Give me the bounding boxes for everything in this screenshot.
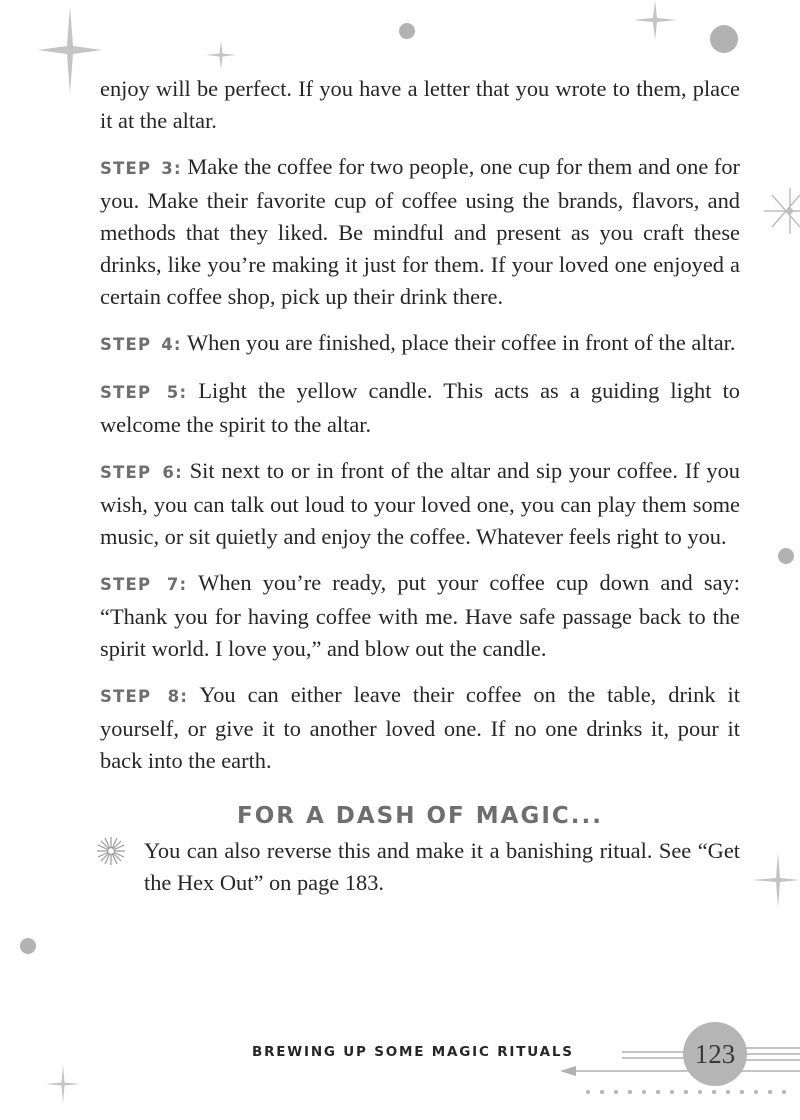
decorative-dot — [20, 938, 36, 954]
sparkle-icon — [38, 6, 102, 94]
running-title: BREWING UP SOME MAGIC RITUALS — [252, 1044, 574, 1060]
sparkle-icon — [752, 852, 800, 908]
step-paragraph — [100, 151, 740, 313]
step-label: STEP 3: — [100, 159, 182, 178]
starburst-bullet-icon — [96, 836, 126, 866]
decorative-dot — [778, 548, 794, 564]
step-paragraph — [100, 567, 740, 665]
decorative-dot — [399, 23, 415, 39]
page-number-badge — [683, 1022, 747, 1086]
magic-tip — [100, 835, 740, 899]
step-paragraph — [100, 679, 740, 777]
section-heading: FOR A DASH OF MAGIC... — [237, 803, 603, 829]
decorative-dot — [710, 25, 738, 53]
tip-text: You can also reverse this and make it a banishing ritual. See “Get the Hex Out” on page 183. — [144, 838, 740, 895]
sparkle-icon — [633, 0, 677, 40]
step-paragraph — [100, 327, 740, 361]
step-label: STEP 4: — [100, 335, 182, 354]
step-label: STEP 7: — [100, 575, 188, 594]
sparkle-icon — [46, 1064, 80, 1104]
sparkle-burst-icon — [760, 188, 800, 234]
step-text: When you’re ready, put your coffee cup down and say: “Thank you for having coffee with me. Have safe passage back to the spirit world. I love you,” and blow out the candle. — [100, 570, 740, 661]
step-paragraph — [100, 375, 740, 441]
footer-ornament — [560, 1030, 800, 1120]
step-paragraph — [100, 455, 740, 553]
step-text: When you are finished, place their coffee in front of the altar. — [186, 330, 736, 355]
intro-paragraph: enjoy will be perfect. If you have a letter that you wrote to them, place it at the altar. — [100, 76, 740, 133]
sparkle-icon — [206, 40, 236, 70]
step-label: STEP 6: — [100, 463, 183, 482]
main-text — [100, 73, 740, 899]
step-text: You can either leave their coffee on the table, drink it yourself, or give it to another loved one. If no one drinks it, pour it back into the earth. — [100, 682, 740, 773]
step-label: STEP 8: — [100, 687, 189, 706]
step-label: STEP 5: — [100, 383, 188, 402]
page-number: 123 — [694, 1038, 736, 1069]
step-text: Sit next to or in front of the altar and sip your coffee. If you wish, you can talk out loud to your loved one, you can play them some music, or sit quietly and enjoy the coffee. Whatever feels right to you. — [100, 458, 740, 549]
step-text: Light the yellow candle. This acts as a guiding light to welcome the spirit to the altar. — [100, 378, 740, 437]
step-text: Make the coffee for two people, one cup for them and one for you. Make their favorite cup of coffee using the brands, flavors, and methods that they liked. Be mindful and present as you craft these drinks, like you’re making it just for them. If your loved one enjoyed a certain coffee shop, pick up their drink there. — [100, 154, 740, 309]
